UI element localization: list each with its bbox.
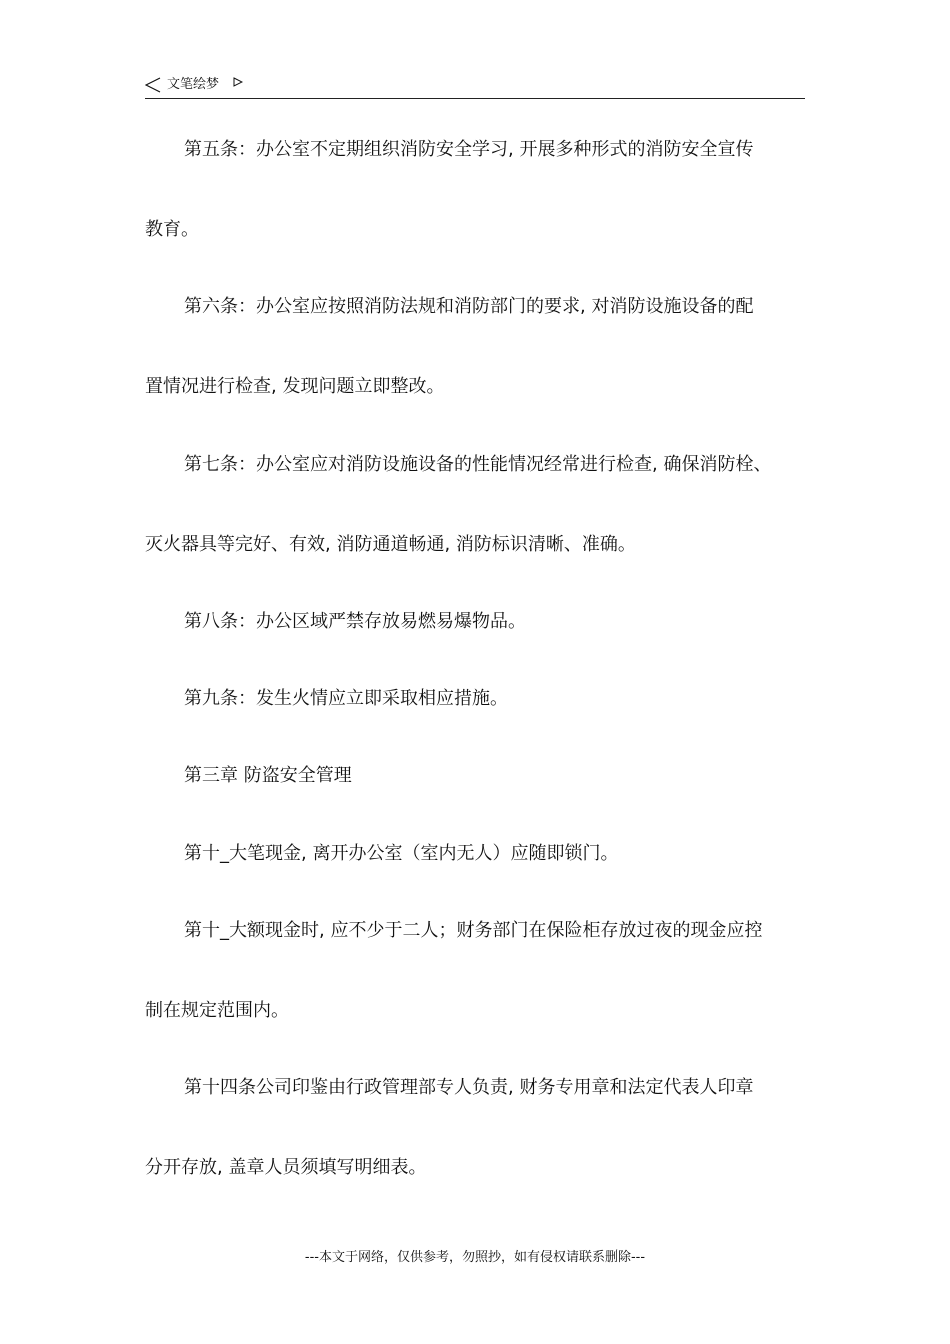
- article-8: 第八条：办公区域严禁存放易燃易爆物品。: [184, 611, 526, 632]
- article-9: 第九条：发生火情应立即采取相应措施。: [184, 688, 508, 709]
- article-7-line-1: 第七条：办公室应对消防设施设备的性能情况经常进行检查, 确保消防栓、: [184, 454, 772, 475]
- left-triangle-icon: [145, 77, 161, 93]
- article-6-line-1: 第六条：办公室应按照消防法规和消防部门的要求, 对消防设施设备的配: [184, 296, 754, 317]
- article-11-line-1: 第十_大额现金时, 应不少于二人；财务部门在保险柜存放过夜的现金应控: [184, 920, 763, 941]
- article-5-line-1: 第五条：办公室不定期组织消防安全学习, 开展多种形式的消防安全宣传: [184, 139, 754, 160]
- article-14-line-1: 第十四条公司印鉴由行政管理部专人负责, 财务专用章和法定代表人印章: [184, 1077, 754, 1098]
- article-5-line-2: 教育。: [145, 219, 199, 240]
- page-header: [145, 74, 805, 99]
- header-title: 文笔绘梦: [167, 77, 220, 92]
- article-11-line-2: 制在规定范围内。: [145, 1000, 289, 1021]
- article-14-line-2: 分开存放, 盖章人员须填写明细表。: [145, 1157, 427, 1178]
- chapter-3-heading: 第三章 防盗安全管理: [184, 765, 352, 786]
- article-7-line-2: 灭火器具等完好、有效, 消防通道畅通, 消防标识清晰、准确。: [145, 534, 636, 555]
- right-triangle-icon: [233, 77, 243, 87]
- article-6-line-2: 置情况进行检查, 发现问题立即整改。: [145, 376, 445, 397]
- page-footer: ---本文于网络，仅供参考，勿照抄，如有侵权请联系删除---: [304, 1250, 646, 1265]
- article-10: 第十_大笔现金, 离开办公室（室内无人）应随即锁门。: [184, 843, 619, 864]
